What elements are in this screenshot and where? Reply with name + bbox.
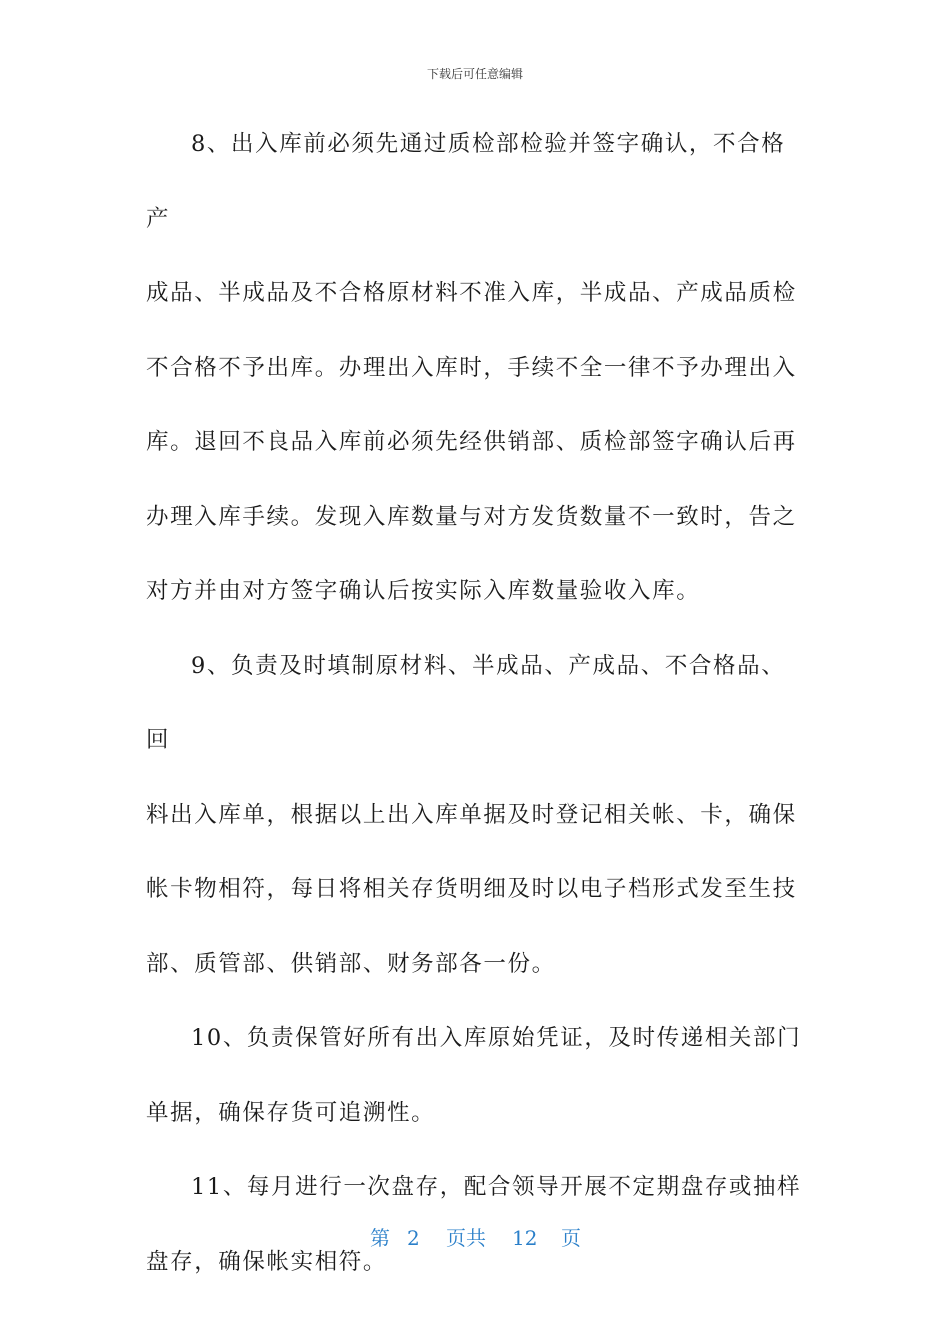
text-line: 11、每月进行一次盘存，配合领导开展不定期盘存或抽样: [191, 1174, 802, 1200]
document-body: [146, 107, 806, 1299]
text-line: 成品、半成品及不合格原材料不准入库，半成品、产成品质检: [146, 280, 797, 306]
text-line: 料出入库单，根据以上出入库单据及时登记相关帐、卡，确保: [146, 801, 797, 828]
current-page-number: 2: [407, 1226, 420, 1250]
paragraph-8: [146, 107, 806, 629]
text-line: 8、出入库前必须先通过质检部检验并签字确认，不合格产: [146, 131, 786, 232]
text-line: 盘存，确保帐实相符。: [146, 1248, 388, 1275]
text-line: 9、负责及时填制原材料、半成品、产成品、不合格品、回: [146, 652, 786, 753]
text-line: 帐卡物相符，每日将相关存货明细及时以电子档形式发至生技: [146, 876, 797, 902]
text-line: 部、质管部、供销部、财务部各一份。: [146, 950, 556, 977]
paragraph-10: [146, 1001, 806, 1150]
text-line: 10、负责保管好所有出入库原始凭证，及时传递相关部门: [191, 1025, 802, 1051]
header-text: 下载后可任意编辑: [426, 67, 523, 81]
text-line: 不合格不予出库。办理出入库时，手续不全一律不予办理出入: [146, 354, 797, 381]
total-pages-number: 12: [512, 1226, 538, 1250]
page-label-suffix: 页: [561, 1226, 581, 1250]
page-label-prefix: 第: [370, 1226, 390, 1250]
page-header: [0, 66, 950, 82]
text-line: 库。退回不良品入库前必须先经供销部、质检部签字确认后再: [146, 429, 797, 455]
page-label-mid: 页共: [446, 1226, 486, 1250]
paragraph-9: [146, 629, 806, 1002]
text-line: 单据，确保存货可追溯性。: [146, 1099, 436, 1126]
text-line: 对方并由对方签字确认后按实际入库数量验收入库。: [146, 578, 701, 604]
text-line: 办理入库手续。发现入库数量与对方发货数量不一致时，告之: [146, 503, 797, 530]
